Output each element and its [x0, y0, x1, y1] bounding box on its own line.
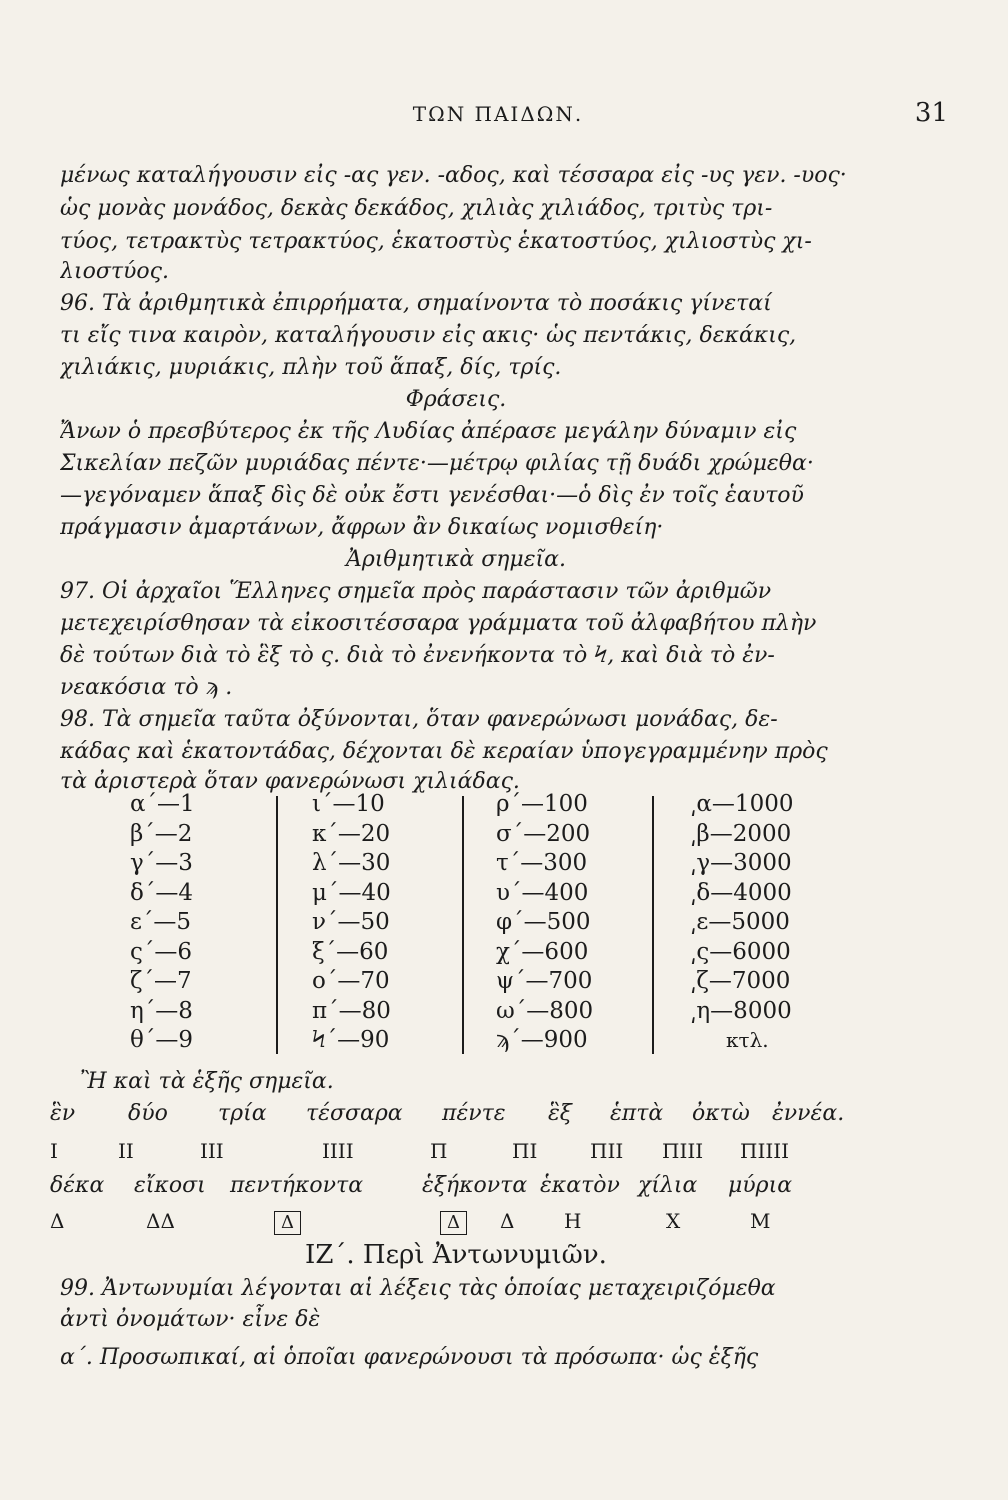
attic-numeral: Η	[564, 1209, 582, 1233]
thousands-column	[690, 790, 840, 1056]
number-word: ἑπτὰ	[610, 1101, 664, 1126]
numeral-cell: τ΄—300	[496, 850, 588, 876]
numeral-cell: φ΄—500	[496, 909, 591, 935]
numeral-cell: β΄—2	[130, 820, 193, 847]
attic-numeral: III	[200, 1139, 224, 1163]
text-line: πράγμασιν ἁμαρτάνων, ἄφρων ἂν δικαίως νομισθείη·	[60, 515, 664, 540]
number-word: ἓξ	[548, 1101, 572, 1126]
numeral-cell: χ΄—600	[496, 938, 589, 965]
text-line: 98. Τὰ σημεῖα ταῦτα ὀξύνονται, ὅταν φανερώνωσι μονάδας, δε-	[60, 707, 778, 732]
number-words-row	[50, 1173, 810, 1203]
numeral-cell: ϡ΄—900	[496, 1027, 588, 1053]
numeral-cell: ρ΄—100	[496, 791, 588, 817]
attic-numeral: Δ	[440, 1211, 467, 1235]
numeral-cell: ε΄—5	[130, 909, 192, 935]
number-word: δύο	[128, 1101, 168, 1126]
numeral-cell: σ΄—200	[496, 820, 591, 847]
other-signs-heading: Ἢ καὶ τὰ ἑξῆς σημεῖα.	[80, 1069, 334, 1094]
signs-heading: Ἀριθμητικὰ σημεῖα.	[345, 547, 567, 572]
numeral-cell: θ΄—9	[130, 1027, 193, 1053]
attic-numeral: ΠΙΙΙΙ	[740, 1139, 790, 1163]
attic-numeral: ΠΙΙ	[590, 1139, 624, 1163]
attic-numeral: II	[118, 1139, 134, 1163]
numeral-cell: μ΄—40	[312, 879, 391, 906]
number-words-row	[50, 1101, 845, 1131]
attic-numeral: Δ	[50, 1209, 65, 1233]
number-word: ἓν	[50, 1101, 76, 1126]
numeral-cell: ͵ζ—7000	[690, 968, 791, 994]
numeral-cell: α΄—1	[130, 791, 195, 817]
running-head	[48, 98, 948, 142]
number-word: ὀκτὼ	[692, 1101, 750, 1126]
text-line: Σικελίαν πεζῶν μυριάδας πέντε·—μέτρῳ φιλίας τῇ δυάδι χρώμεθα·	[60, 451, 814, 476]
text-line: τι εἴς τινα καιρὸν, καταλήγουσιν εἰς ακις· ὡς πεντάκις, δεκάκις,	[60, 323, 797, 348]
number-word: εἴκοσι	[134, 1173, 206, 1198]
numeral-cell: ψ΄—700	[496, 968, 593, 994]
number-word: τέσσαρα	[306, 1101, 403, 1126]
number-word: ἐννέα.	[772, 1101, 845, 1126]
number-word: πεντήκοντα	[230, 1173, 364, 1198]
boxed-numeral-fifty	[274, 1209, 301, 1235]
number-word: μύρια	[728, 1173, 793, 1198]
numeral-cell: η΄—8	[130, 997, 193, 1024]
attic-numeral: Χ	[666, 1209, 681, 1233]
attic-numeral: IIII	[322, 1139, 354, 1163]
running-title: ΤΩΝ ΠΑΙΔΩΝ.	[412, 102, 584, 126]
numeral-cell: κτλ.	[726, 1028, 769, 1052]
text-line: ὡς μονὰς μονάδος, δεκὰς δεκάδος, χιλιὰς χιλιάδος, τριτὺς τρι-	[60, 196, 773, 221]
attic-numeral: ΠΙ	[512, 1139, 538, 1163]
number-word: ἑκατὸν	[540, 1173, 620, 1198]
column-rule	[276, 796, 278, 1054]
attic-numerals-row	[50, 1209, 810, 1239]
attic-numeral: ΠΙΙΙ	[662, 1139, 704, 1163]
page-number: 31	[914, 98, 948, 128]
number-word: χίλια	[638, 1173, 698, 1198]
text-line: τύος, τετρακτὺς τετρακτύος, ἑκατοστὺς ἑκατοστύος, χιλιοστὺς χι-	[60, 229, 812, 254]
numeral-cell: π΄—80	[312, 997, 391, 1024]
text-line: 97. Οἱ ἀρχαῖοι Ἕλληνες σημεῖα πρὸς παράστασιν τῶν ἀριθμῶν	[60, 579, 772, 604]
numeral-cell: Ϟ΄—90	[312, 1027, 390, 1053]
attic-numeral: Π	[430, 1139, 448, 1163]
numeral-cell: ͵β—2000	[690, 820, 792, 847]
attic-numeral: I	[50, 1139, 58, 1163]
numeral-cell: ͵γ—3000	[690, 850, 792, 876]
numeral-cell: ς΄—6	[130, 938, 193, 965]
numeral-cell: κ΄—20	[312, 820, 391, 847]
numeral-cell: ν΄—50	[312, 909, 390, 935]
text-line: χιλιάκις, μυριάκις, πλὴν τοῦ ἅπαξ, δίς, τρίς.	[60, 355, 562, 380]
hundreds-column	[496, 790, 646, 1056]
column-rule	[462, 796, 464, 1054]
numeral-cell: ͵η—8000	[690, 997, 792, 1024]
numeral-cell: ω΄—800	[496, 997, 594, 1024]
text-line: —γεγόναμεν ἅπαξ δὶς δὲ οὐκ ἔστι γενέσθαι·—ὁ δὶς ἐν τοῖς ἑαυτοῦ	[60, 483, 804, 508]
attic-numeral: ΔΔ	[146, 1209, 175, 1233]
tens-column	[312, 790, 462, 1056]
column-rule	[652, 796, 654, 1054]
text-line: 96. Τὰ ἀριθμητικὰ ἐπιρρήματα, σημαίνοντα τὸ ποσάκις γίνεταί	[60, 291, 772, 316]
text-line: 99. Ἀντωνυμίαι λέγονται αἱ λέξεις τὰς ὁποίας μεταχειριζόμεθα	[60, 1276, 776, 1301]
numeral-cell: ι΄—10	[312, 791, 385, 817]
attic-numeral: Δ	[274, 1211, 301, 1235]
attic-numerals-row	[50, 1139, 810, 1169]
numeral-cell: ͵α—1000	[690, 791, 794, 817]
boxed-numeral-sixty	[440, 1209, 467, 1235]
units-column	[130, 790, 280, 1056]
numeral-cell: γ΄—3	[130, 850, 193, 876]
number-word: ἑξήκοντα	[422, 1173, 528, 1198]
text-line: τὰ ἀριστερὰ ὅταν φανερώνωσι χιλιάδας.	[60, 769, 520, 794]
number-word: δέκα	[50, 1173, 105, 1198]
text-line: α΄. Προσωπικαί, αἱ ὁποῖαι φανερώνουσι τὰ πρόσωπα· ὡς ἑξῆς	[60, 1345, 759, 1370]
numeral-cell: λ΄—30	[312, 850, 391, 876]
text-line: Ἄνων ὁ πρεσβύτερος ἐκ τῆς Λυδίας ἀπέρασε μεγάλην δύναμιν εἰς	[60, 419, 797, 444]
attic-numeral: Μ	[750, 1209, 771, 1233]
text-line: λιοστύος.	[60, 259, 169, 284]
numeral-cell: ζ΄—7	[130, 968, 192, 994]
attic-numeral: Δ	[500, 1209, 515, 1233]
number-word: τρία	[218, 1101, 267, 1126]
numeral-cell: δ΄—4	[130, 879, 193, 906]
number-word: πέντε	[442, 1101, 506, 1126]
numeral-cell: υ΄—400	[496, 879, 589, 906]
numeral-cell: ο΄—70	[312, 968, 390, 994]
text-line: μένως καταλήγουσιν εἰς -ας γεν. -αδος, καὶ τέσσαρα εἰς -υς γεν. -υος·	[60, 163, 847, 188]
text-line: δὲ τούτων διὰ τὸ ἓξ τὸ ς. διὰ τὸ ἐνενήκοντα τὸ Ϟ, καὶ διὰ τὸ ἐν-	[60, 643, 775, 668]
text-line: ἀντὶ ὀνομάτων· εἶνε δὲ	[60, 1307, 321, 1332]
numeral-cell: ͵ε—5000	[690, 909, 790, 935]
numeral-cell: ͵ς—6000	[690, 938, 791, 965]
chapter-heading: ΙΖ΄. Περὶ Ἀντωνυμιῶν.	[305, 1240, 607, 1270]
text-line: νεακόσια τὸ ϡ .	[60, 675, 233, 700]
numeral-cell: ͵δ—4000	[690, 879, 792, 906]
text-line: μετεχειρίσθησαν τὰ εἰκοσιτέσσαρα γράμματα τοῦ ἀλφαβήτου πλὴν	[60, 611, 817, 636]
numeral-table	[110, 790, 830, 1060]
text-line: κάδας καὶ ἑκατοντάδας, δέχονται δὲ κεραίαν ὑπογεγραμμένην πρὸς	[60, 739, 828, 764]
numeral-cell: ξ΄—60	[312, 938, 389, 965]
phrases-heading: Φράσεις.	[405, 387, 507, 412]
